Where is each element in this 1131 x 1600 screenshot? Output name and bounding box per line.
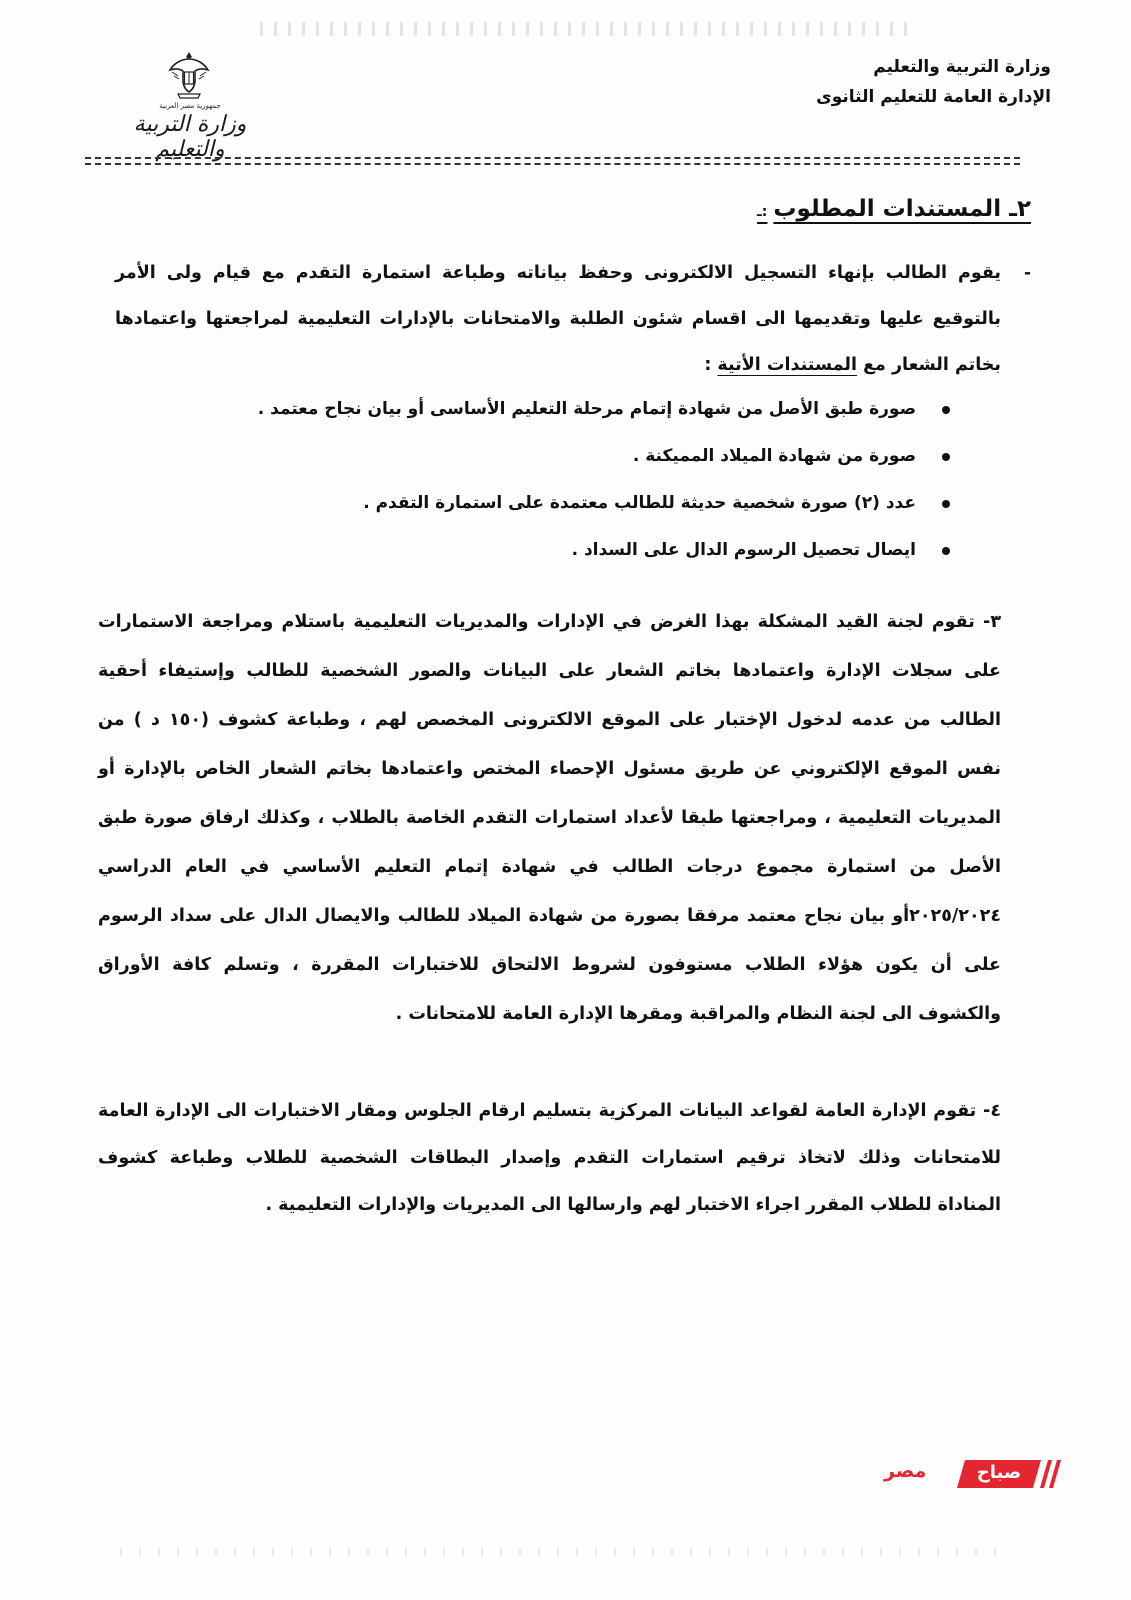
list-dash: - (1023, 263, 1031, 283)
intro-text: يقوم الطالب بإنهاء التسجيل الالكترونى وحفظ بياناته وطباعة استمارة التقدم مع قيام ولى الأمر بالتوقيع عليها وتقديمها الى اقسام شئون الطلبة والامتحانات بالإدارات التعليمية لمراجعتها واعتمادها بخاتم الشعار مع (115, 263, 1001, 375)
department-name: الإدارة العامة للتعليم الثانوى (816, 87, 1051, 107)
bullet-icon (942, 453, 950, 461)
list-item-text: صورة طبق الأصل من شهادة إتمام مرحلة التعليم الأساسى أو بيان نجاح معتمد . (257, 399, 916, 419)
watermark-bars-icon (1039, 1460, 1059, 1488)
header-divider (85, 163, 1020, 165)
bullet-icon (942, 547, 950, 555)
list-item (180, 532, 916, 579)
list-item-text: عدد (٢) صورة شخصية حديثة للطالب معتمدة على استمارة التقدم . (363, 493, 916, 513)
ministry-logo (110, 46, 270, 162)
list-item (180, 485, 916, 532)
section4-paragraph: ٤- تقوم الإدارة العامة لقواعد البيانات المركزية بتسليم ارقام الجلوس ومقار الاختبارات الى الإدارة العامة للامتحانات وذلك لاتخاذ ترقيم استمارات التقدم وإصدار البطاقات الشخصية للطلاب وطباعة كشوف المناداة للطلاب المقرر اجراء الاختبار لهم وارسالها الى المديريات والإدارات التعليمية . (98, 1101, 1001, 1215)
bullet-icon (942, 500, 950, 508)
eagle-emblem-icon (168, 50, 210, 100)
section-title-suffix: :ـ (757, 204, 768, 220)
list-item-text: ايصال تحصيل الرسوم الدال على السداد . (571, 540, 916, 560)
list-item (180, 438, 916, 485)
watermark-country: مصر (884, 1460, 927, 1482)
watermark-brand: صباح (976, 1462, 1022, 1483)
intro-underlined: المستندات الأتية (717, 355, 857, 375)
watermark-logo (884, 1458, 1059, 1492)
section3-paragraph: ٣- تقوم لجنة القيد المشكلة بهذا الغرض في الإدارات والمديريات التعليمية باستلام ومراجعة الاستمارات على سجلات الإدارة واعتمادها بخاتم الشعار على البيانات والصور الشخصية للطالب وإستيفاء أحقية الطالب من عدمه لدخول الإختبار على الموقع الالكترونى المخصص لهم ، وطباعة كشوف (١٥٠ د ) من نفس الموقع الإلكتروني عن طريق مسئول الإحصاء المختص واعتمادها بخاتم الشعار الخاص بالإدارة أو المديريات التعليمية ، ومراجعتها طبقا لأعداد استمارات التقدم الخاصة بالطلاب ، وكذلك ارفاق صورة طبق الأصل من استمارة مجموع درجات الطالب في شهادة إتمام التعليم الأساسي في العام الدراسي ٢٠٢٥/٢٠٢٤أو بيان نجاح معتمد مرفقا بصورة من شهادة الميلاد للطالب والايصال الدال على سداد الرسوم على أن يكون هؤلاء الطلاب مستوفون لشروط الالتحاق للاختبارات المقررة ، وتسلم كافة الأوراق والكشوف الى لجنة النظام والمراقبة ومقرها الإدارة العامة للامتحانات . (98, 612, 1001, 1024)
section-title (757, 196, 1031, 222)
logo-caption: جمهورية مصر العربية (159, 102, 221, 110)
documents-list (180, 391, 916, 579)
letterhead (731, 52, 1051, 112)
list-item (180, 391, 916, 438)
section2-intro (115, 250, 1001, 388)
scan-noise (120, 1548, 1000, 1556)
header-divider (85, 157, 1020, 159)
ministry-name: وزارة التربية والتعليم (873, 57, 1051, 77)
bullet-icon (942, 406, 950, 414)
section-title-text: ٢ـ المستندات المطلوب (773, 196, 1031, 222)
intro-end: : (704, 355, 718, 375)
list-item-text: صورة من شهادة الميلاد المميكنة . (632, 446, 916, 466)
scan-noise (260, 22, 910, 36)
logo-calligraphy: وزارة التربية والتعليم (133, 112, 247, 162)
